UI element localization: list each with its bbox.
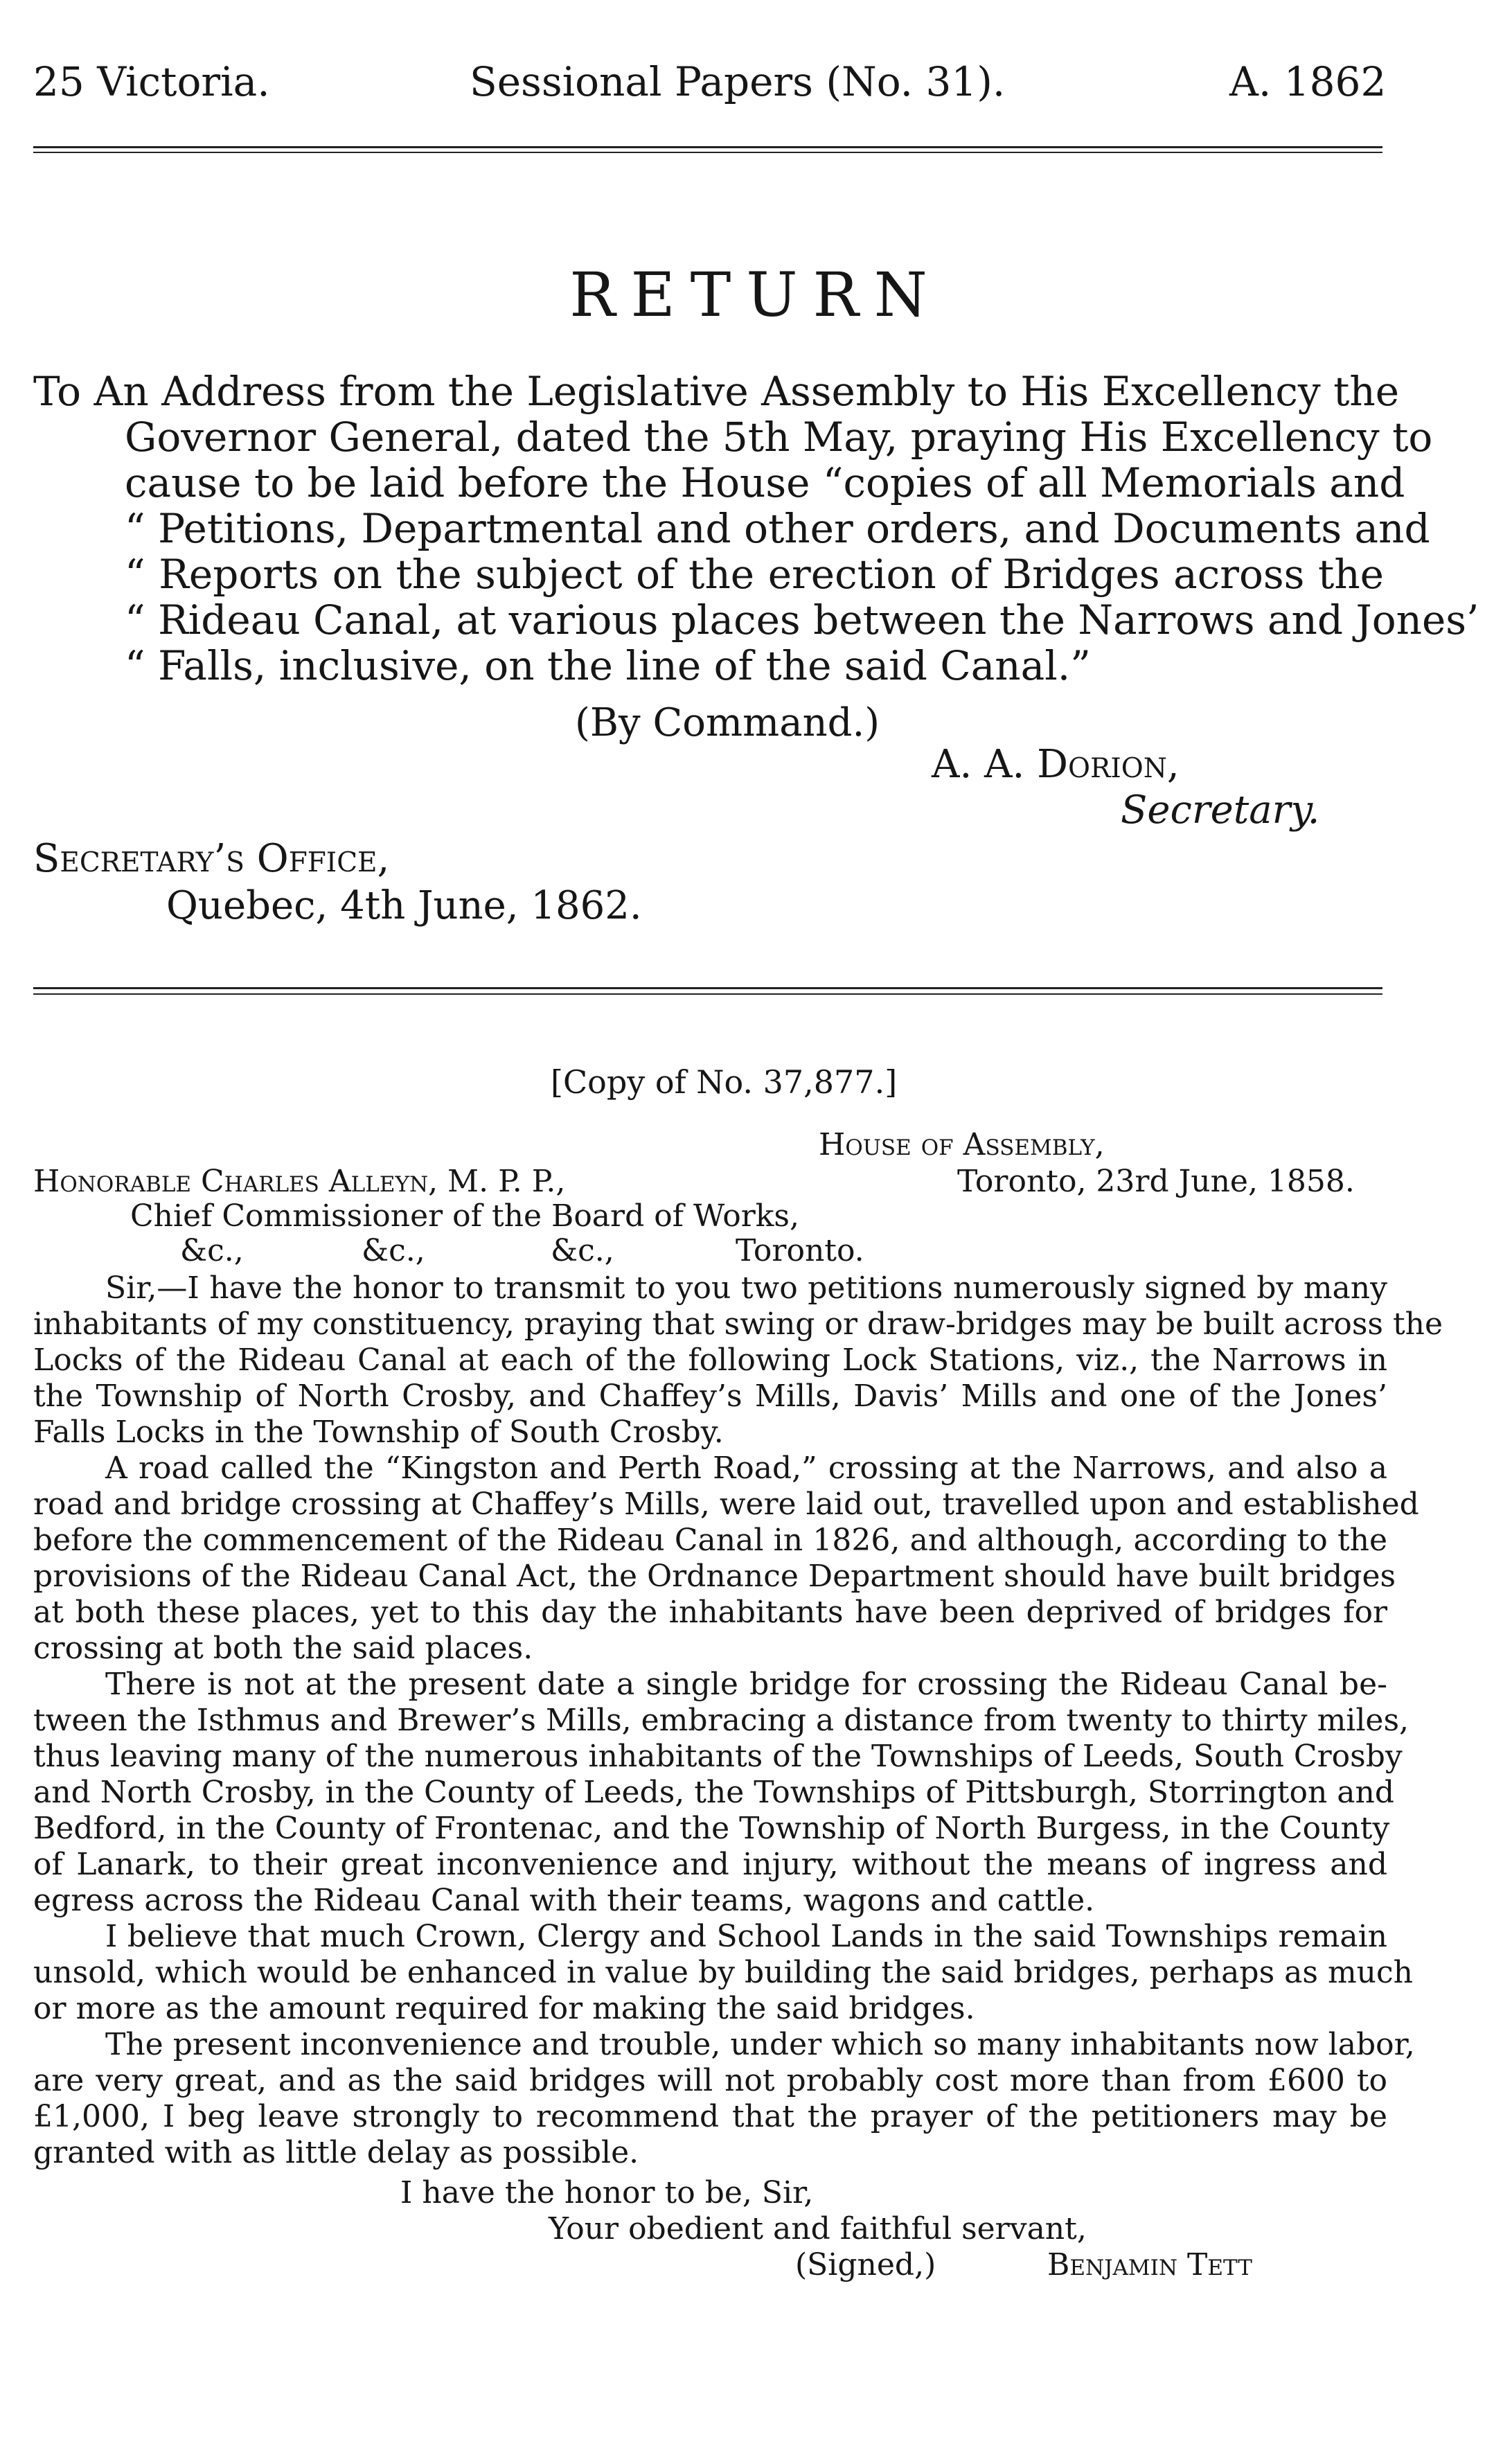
address-line: cause to be laid before the House “copies of all Memorials and bbox=[125, 459, 1405, 506]
letter-line: at both these places, yet to this day the inhabitants have been deprived of bridges for bbox=[33, 1595, 1387, 1630]
address-line: “ Petitions, Departmental and other orders, and Documents and bbox=[125, 505, 1430, 552]
header-rule-bottom bbox=[33, 152, 1382, 153]
copy-reference: [Copy of No. 37,877.] bbox=[551, 1063, 898, 1101]
letter-line: granted with as little delay as possible. bbox=[33, 2135, 639, 2170]
letter-line: tween the Isthmus and Brewer’s Mills, embracing a distance from twenty to thirty miles, bbox=[33, 1703, 1409, 1738]
closing-line-1: I have the honor to be, Sir, bbox=[400, 2175, 814, 2210]
signatory-title: Secretary. bbox=[1121, 788, 1320, 833]
letter-line: egress across the Rideau Canal with their teams, wagons and cattle. bbox=[33, 1883, 1095, 1918]
letter-line: provisions of the Rideau Canal Act, the Ordnance Department should have built bridges bbox=[33, 1559, 1396, 1594]
by-command: (By Command.) bbox=[575, 700, 880, 745]
letter-line: Falls Locks in the Township of South Crosby. bbox=[33, 1415, 724, 1450]
recipient-etc: &c., bbox=[551, 1233, 614, 1268]
letter-line: Locks of the Rideau Canal at each of the following Lock Stations, viz., the Narrows in bbox=[33, 1342, 1387, 1378]
letter-line: £1,000, I beg leave strongly to recommend that the prayer of the petitioners may be bbox=[33, 2099, 1387, 2134]
letter-line: Sir,—I have the honor to transmit to you two petitions numerously signed by many bbox=[105, 1270, 1387, 1306]
letter-line: thus leaving many of the numerous inhabitants of the Townships of Leeds, South Crosby bbox=[33, 1739, 1403, 1774]
letter-line: unsold, which would be enhanced in value by building the said bridges, perhaps as much bbox=[33, 1955, 1413, 1990]
sender-place: House of Assembly, bbox=[819, 1127, 1105, 1162]
sender-date: Toronto, 23rd June, 1858. bbox=[957, 1164, 1355, 1199]
letter-line: The present inconvenience and trouble, under which so many inhabitants now labor, bbox=[105, 2027, 1415, 2062]
recipient-etc: &c., bbox=[180, 1233, 244, 1268]
recipient-name: Honorable Charles Alleyn, M. P. P., bbox=[33, 1164, 566, 1199]
letter-line: and North Crosby, in the County of Leeds, the Townships of Pittsburgh, Storrington and bbox=[33, 1775, 1395, 1810]
letter-line: A road called the “Kingston and Perth Road,” crossing at the Narrows, and also a bbox=[105, 1451, 1387, 1486]
letter-line: road and bridge crossing at Chaffey’s Mills, were laid out, travelled upon and established bbox=[33, 1487, 1419, 1522]
letter-line: of Lanark, to their great inconvenience and injury, without the means of ingress and bbox=[33, 1847, 1387, 1882]
header-year: A. 1862 bbox=[1229, 58, 1387, 105]
address-paragraph bbox=[33, 368, 1479, 689]
letter-body bbox=[33, 1270, 1443, 2171]
letter-line: inhabitants of my constituency, praying that swing or draw-bridges may be built across the bbox=[33, 1306, 1443, 1342]
letter-line: or more as the amount required for making the said bridges. bbox=[33, 1991, 975, 2026]
signer-name: Benjamin Tett bbox=[1047, 2247, 1252, 2283]
section-rule-bottom bbox=[33, 993, 1382, 995]
recipient-title: Chief Commissioner of the Board of Works, bbox=[130, 1198, 799, 1234]
address-line: “ Rideau Canal, at various places between the Narrows and Jones’ bbox=[125, 596, 1479, 644]
address-line: To An Address from the Legislative Assembly to His Excellency the bbox=[33, 368, 1400, 415]
letter-line: are very great, and as the said bridges will not probably cost more than from £600 to bbox=[33, 2063, 1387, 2098]
header-sessional-papers: Sessional Papers (No. 31). bbox=[470, 58, 1006, 105]
section-rule-top bbox=[33, 987, 1382, 989]
recipient-city: Toronto. bbox=[736, 1233, 864, 1268]
letter-line: crossing at both the said places. bbox=[33, 1631, 533, 1666]
header-rule-top bbox=[33, 146, 1382, 148]
recipient-etc: &c., bbox=[362, 1233, 425, 1268]
address-line: “ Falls, inclusive, on the line of the said Canal.” bbox=[125, 642, 1091, 689]
office-name: Secretary’s Office, bbox=[33, 836, 390, 881]
signed-label: (Signed,) bbox=[795, 2247, 936, 2283]
letter-line: the Township of North Crosby, and Chaffey’s Mills, Davis’ Mills and one of the Jones’ bbox=[33, 1379, 1387, 1414]
office-place-date: Quebec, 4th June, 1862. bbox=[166, 883, 642, 928]
address-line: “ Reports on the subject of the erection of Bridges across the bbox=[125, 551, 1384, 598]
address-line: Governor General, dated the 5th May, praying His Excellency to bbox=[125, 414, 1433, 461]
document-title: RETURN bbox=[569, 259, 943, 330]
header-volume: 25 Victoria. bbox=[33, 58, 270, 105]
closing-line-2: Your obedient and faithful servant, bbox=[549, 2211, 1087, 2246]
letter-line: before the commencement of the Rideau Canal in 1826, and although, according to the bbox=[33, 1523, 1387, 1558]
signatory-name: A. A. Dorion, bbox=[932, 742, 1180, 787]
letter-line: Bedford, in the County of Frontenac, and the Township of North Burgess, in the County bbox=[33, 1811, 1390, 1846]
letter-line: I believe that much Crown, Clergy and School Lands in the said Townships remain bbox=[105, 1919, 1387, 1954]
letter-line: There is not at the present date a single bridge for crossing the Rideau Canal be- bbox=[105, 1667, 1387, 1702]
